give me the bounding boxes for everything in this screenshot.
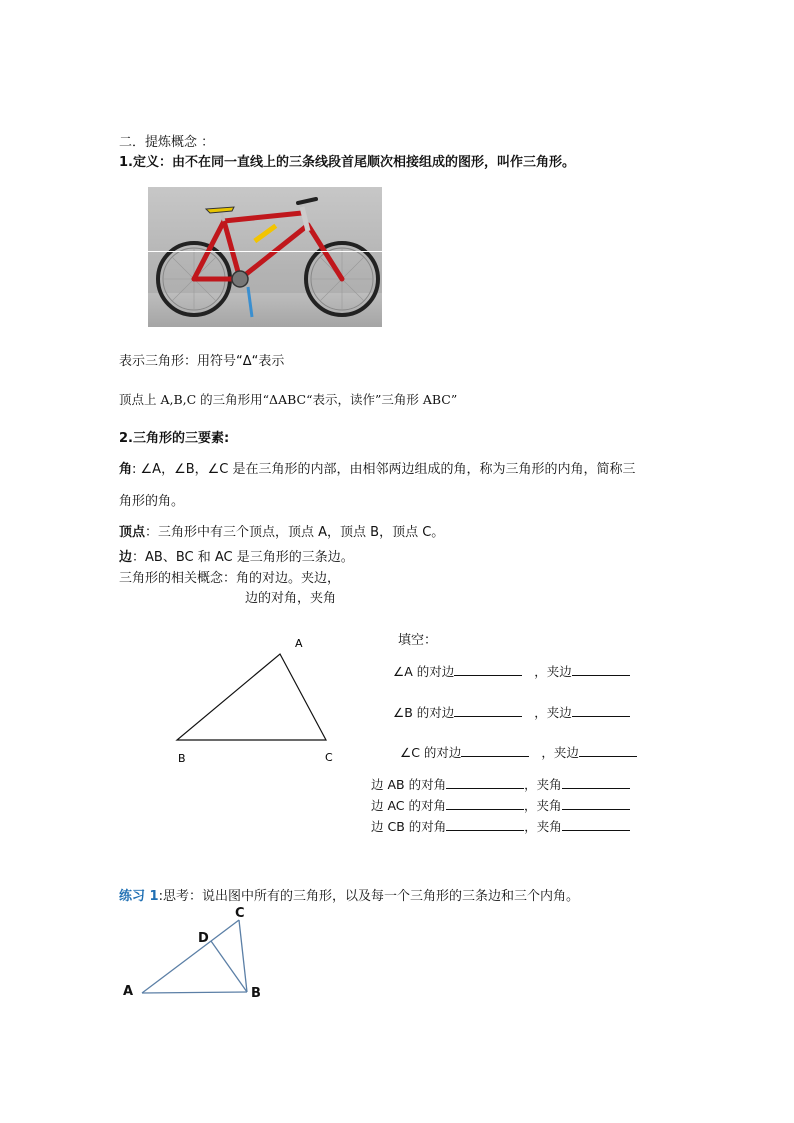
notation-line-2: 顶点上 A,B,C 的三角形用“ΔABC“表示，读作”三角形 ABC” (119, 392, 458, 407)
photo-seam (148, 251, 382, 252)
related-concepts-line-2: 边的对角，夹角 (245, 591, 337, 606)
angle-def-text: : ∠A，∠B，∠C 是在三角形的内部，由相邻两边组成的角，称为三角形的内角，简称三 (132, 462, 636, 477)
answer-blank[interactable] (446, 797, 524, 810)
figure2-label-b: B (251, 986, 261, 1001)
fill-row-mid: ，夹边 (541, 745, 579, 760)
section-title: 二．提炼概念 ： (119, 135, 215, 150)
side-row-ac (371, 796, 630, 814)
fill-row-a (393, 662, 630, 680)
vertex-definition (119, 521, 444, 540)
triangle-figure-2 (115, 900, 285, 1005)
angle-term: 角 (119, 462, 133, 477)
figure2-label-a: A (123, 984, 134, 999)
side-definition (119, 546, 354, 565)
exercise-label: 练习 1 (119, 889, 159, 904)
side-row-cb (371, 817, 630, 835)
side-row-mid: ，夹角 (524, 798, 562, 813)
answer-blank[interactable] (572, 663, 630, 676)
figure1-label-b: B (178, 752, 186, 765)
vertex-term: 顶点 (119, 525, 146, 540)
fill-row-prefix: ∠A 的对边 (393, 664, 455, 679)
side-row-prefix: 边 CB 的对角 (371, 819, 447, 834)
side-term: 边 (119, 550, 133, 565)
segment-ac (142, 920, 239, 993)
elements-title: 2.三角形的三要素: (119, 431, 230, 446)
figure1-label-c: C (325, 751, 333, 764)
side-row-mid: ，夹角 (524, 777, 562, 792)
answer-blank[interactable] (454, 663, 522, 676)
segment-ab (142, 992, 247, 993)
fill-row-mid: ，夹边 (534, 664, 572, 679)
bicycle-photo (148, 187, 382, 327)
exercise-text: :思考：说出图中所有的三角形，以及每一个三角形的三条边和三个内角。 (158, 889, 579, 904)
vertex-def-text: ：三角形中有三个顶点，顶点 A，顶点 B，顶点 C。 (145, 525, 445, 540)
triangle-abc (177, 654, 326, 740)
fill-row-b (393, 703, 630, 721)
side-row-mid: ，夹角 (524, 819, 562, 834)
related-concepts-line-1: 三角形的相关概念：角的对边。夹边， (119, 571, 341, 586)
answer-blank[interactable] (454, 704, 522, 717)
side-row-prefix: 边 AC 的对角 (371, 798, 447, 813)
fill-row-c (400, 743, 637, 761)
answer-blank[interactable] (562, 818, 630, 831)
side-row-prefix: 边 AB 的对角 (371, 777, 447, 792)
side-def-text: ：AB、BC 和 AC 是三角形的三条边。 (132, 550, 354, 565)
answer-blank[interactable] (446, 818, 524, 831)
fill-title: 填空： (398, 633, 438, 648)
angle-definition-line-2: 角形的角。 (119, 494, 185, 509)
fill-row-prefix: ∠B 的对边 (393, 705, 455, 720)
figure2-label-c: C (235, 906, 245, 921)
bicycle-icon (148, 187, 382, 327)
notation-line-1: 表示三角形：用符号“Δ“表示 (119, 354, 285, 369)
answer-blank[interactable] (446, 776, 524, 789)
fill-row-mid: ，夹边 (534, 705, 572, 720)
answer-blank[interactable] (562, 776, 630, 789)
segment-cb (239, 920, 247, 992)
figure2-label-d: D (198, 931, 209, 946)
answer-blank[interactable] (579, 744, 637, 757)
angle-definition-line-1 (119, 458, 636, 477)
answer-blank[interactable] (572, 704, 630, 717)
fill-row-prefix: ∠C 的对边 (400, 745, 462, 760)
triangle-figure-1 (170, 630, 350, 770)
answer-blank[interactable] (461, 744, 529, 757)
definition-text: 1.定义：由不在同一直线上的三条线段首尾顺次相接组成的图形，叫作三角形。 (119, 155, 575, 170)
side-row-ab (371, 775, 630, 793)
answer-blank[interactable] (562, 797, 630, 810)
figure1-label-a: A (295, 637, 303, 650)
